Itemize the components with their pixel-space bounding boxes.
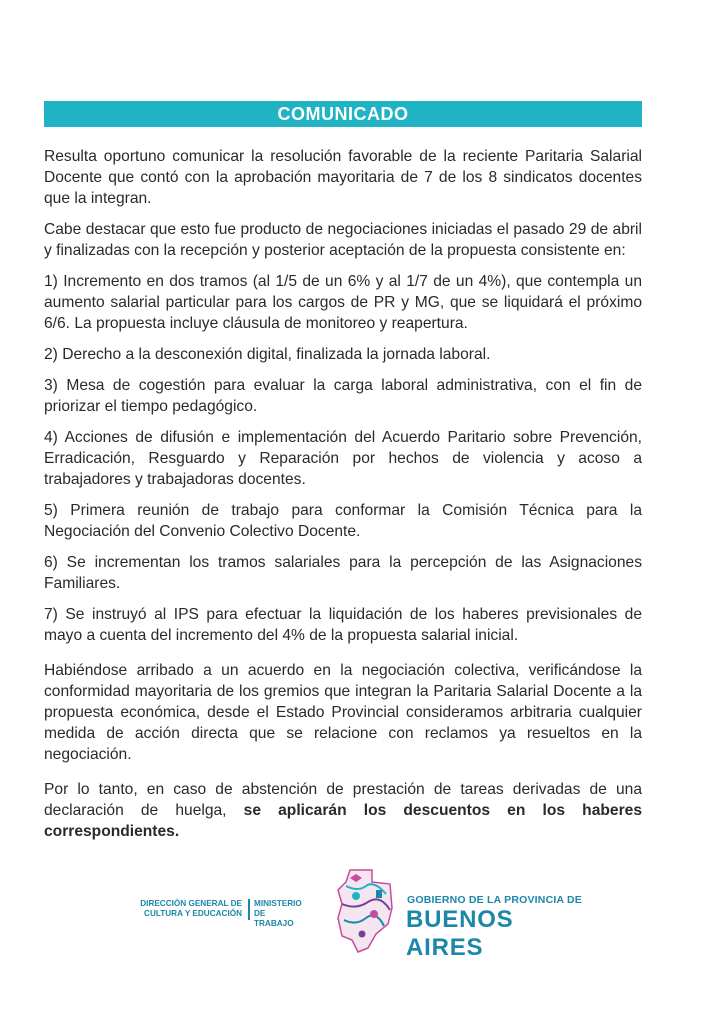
warning-bold-text: se aplicarán los descuentos en los haberes correspondientes. (44, 802, 642, 840)
list-item-6: 6) Se incrementan los tramos salariales para la percepción de las Asignaciones Familiares. (44, 554, 642, 592)
ministerio-line-2: TRABAJO (254, 919, 294, 928)
list-item-3: 3) Mesa de cogestión para evaluar la carga laboral administrativa, con el fin de priorizar el tiempo pedagógico. (44, 377, 642, 415)
province-map-icon (332, 868, 398, 954)
paragraph-warning (44, 779, 642, 842)
list-item-7: 7) Se instruyó al IPS para efectuar la liquidación de los haberes previsionales de mayo a cuenta del incremento del 4% de la propuesta salarial inicial. (44, 606, 642, 644)
logo-divider (248, 899, 250, 920)
warning-text: Por lo tanto, en caso de abstención de prestación de tareas derivadas de una declaración de huelga, (44, 781, 642, 819)
title-banner (44, 101, 642, 127)
dgce-line-1: DIRECCIÓN GENERAL DE (140, 899, 242, 908)
paragraph-intro: Resulta oportuno comunicar la resolución favorable de la reciente Paritaria Salarial Docente que contó con la aprobación mayoritaria de 7 de los 8 sindicatos docentes que la integran. (44, 148, 642, 207)
paragraph-context: Cabe destacar que esto fue producto de negociaciones iniciadas el pasado 29 de abril y finalizadas con la recepción y posterior aceptación de la propuesta consistente en: (44, 221, 642, 259)
ministerio-logo-text (254, 899, 314, 929)
page-title: COMUNICADO (277, 103, 409, 124)
footer-logos (110, 866, 590, 961)
buenos-aires-text: BUENOS AIRES (406, 906, 514, 961)
dgce-line-2: CULTURA Y EDUCACIÓN (144, 909, 242, 918)
list-item-2: 2) Derecho a la desconexión digital, finalizada la jornada laboral. (44, 346, 491, 363)
list-item-4: 4) Acciones de difusión e implementación del Acuerdo Paritario sobre Prevención, Erradicación, Resguardo y Reparación por hechos de violencia y acoso a trabajadores y trabajadoras docentes. (44, 429, 642, 488)
paragraph-agreement: Habiéndose arribado a un acuerdo en la negociación colectiva, verificándose la conformidad mayoritaria de los gremios que integran la Paritaria Salarial Docente a la propuesta económica, desde el Estado Provincial consideramos arbitraria cualquier medida de acción directa que se relacione con reclamos ya resueltos en la negociación. (44, 662, 642, 763)
ministerio-line-1: MINISTERIO DE (254, 899, 302, 918)
list-item-1: 1) Incremento en dos tramos (al 1/5 de un 6% y al 1/7 de un 4%), que contempla un aumento salarial particular para los cargos de PR y MG, que se liquidará el próximo 6/6. La propuesta incluye cláusula de monitoreo y reapertura. (44, 273, 642, 332)
list-item-5: 5) Primera reunión de trabajo para conformar la Comisión Técnica para la Negociación del Convenio Colectivo Docente. (44, 502, 642, 540)
dgce-logo-text (116, 899, 242, 919)
document-body (44, 146, 642, 852)
gobierno-text: GOBIERNO DE LA PROVINCIA DE (407, 894, 582, 906)
